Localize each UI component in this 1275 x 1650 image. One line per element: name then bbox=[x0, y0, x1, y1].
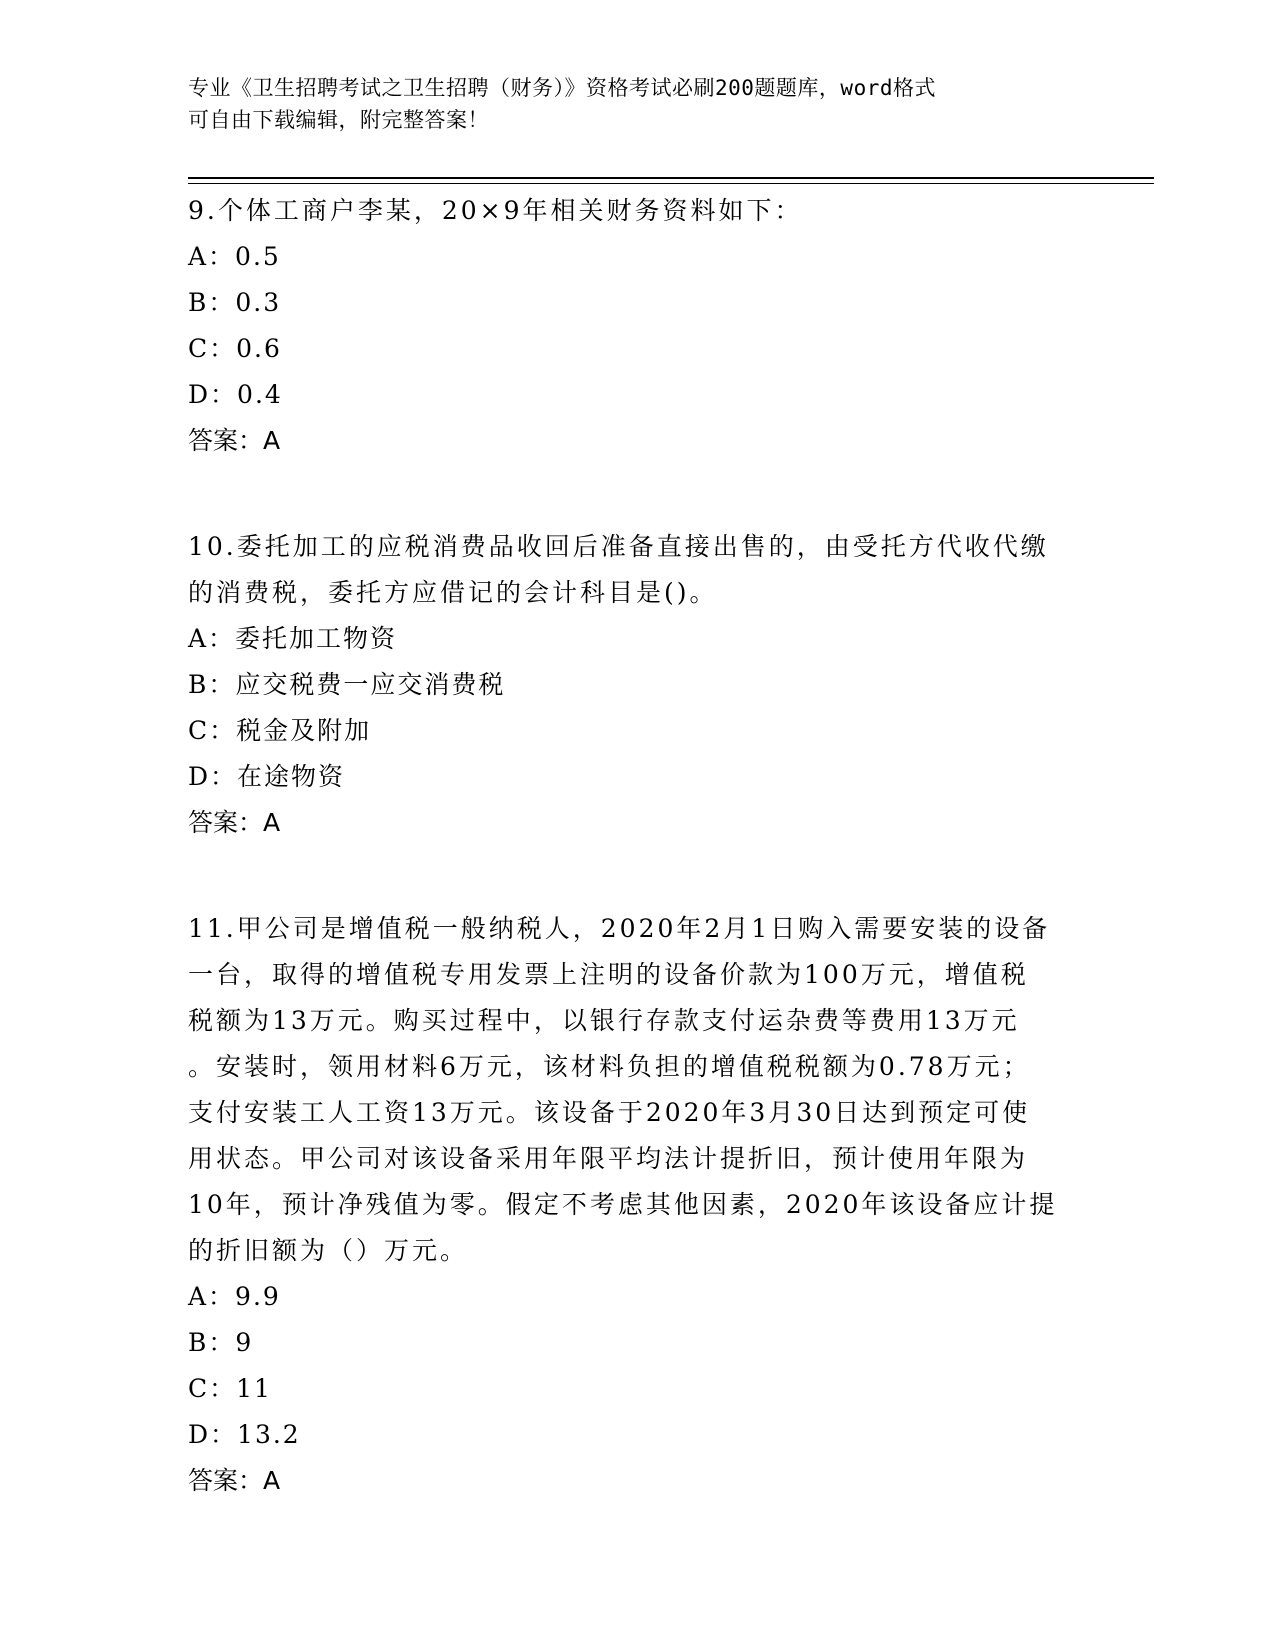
question-stem-line: 10年，预计净残值为零。假定不考虑其他因素，2020年该设备应计提 bbox=[188, 1190, 1058, 1219]
header-divider-thin bbox=[188, 183, 1154, 184]
option-a: A：委托加工物资 bbox=[188, 624, 398, 653]
option-c: C：税金及附加 bbox=[188, 716, 372, 745]
question-11 bbox=[188, 906, 1088, 1504]
answer-label: 答案：A bbox=[188, 808, 281, 837]
question-stem-line: 支付安装工人工资13万元。该设备于2020年3月30日达到预定可使 bbox=[188, 1098, 1031, 1127]
answer-label: 答案：A bbox=[188, 426, 281, 455]
document-header bbox=[188, 72, 1088, 136]
question-stem-line: 一台，取得的增值税专用发票上注明的设备价款为100万元，增值税 bbox=[188, 960, 1029, 989]
question-stem-line: 的消费税，委托方应借记的会计科目是()。 bbox=[188, 578, 718, 607]
question-list bbox=[188, 188, 1088, 1564]
question-stem-line: 10.委托加工的应税消费品收回后准备直接出售的，由受托方代收代缴 bbox=[188, 532, 1049, 561]
question-stem-line: 用状态。甲公司对该设备采用年限平均法计提折旧，预计使用年限为 bbox=[188, 1144, 1029, 1173]
question-stem-line: 。安装时，领用材料6万元，该材料负担的增值税税额为0.78万元； bbox=[188, 1052, 1031, 1081]
question-stem-line: 9.个体工商户李某，20×9年相关财务资料如下： bbox=[188, 196, 803, 225]
answer-label: 答案：A bbox=[188, 1466, 281, 1495]
option-d: D：0.4 bbox=[188, 380, 283, 409]
option-c: C：0.6 bbox=[188, 334, 282, 363]
option-c: C：11 bbox=[188, 1374, 272, 1403]
header-line-1: 专业《卫生招聘考试之卫生招聘（财务）》资格考试必刷200题题库，word格式 bbox=[188, 76, 936, 100]
option-b: B：0.3 bbox=[188, 288, 282, 317]
question-10 bbox=[188, 524, 1088, 846]
option-b: B：9 bbox=[188, 1328, 254, 1357]
header-divider-thick bbox=[188, 177, 1154, 179]
option-a: A：9.9 bbox=[188, 1282, 281, 1311]
question-stem-line: 的折旧额为（）万元。 bbox=[188, 1236, 469, 1265]
option-a: A：0.5 bbox=[188, 242, 281, 271]
question-9 bbox=[188, 188, 1088, 464]
question-stem-line: 11.甲公司是增值税一般纳税人，2020年2月1日购入需要安装的设备 bbox=[188, 914, 1051, 943]
option-b: B：应交税费一应交消费税 bbox=[188, 670, 506, 699]
header-line-2: 可自由下载编辑，附完整答案！ bbox=[188, 108, 489, 132]
option-d: D：在途物资 bbox=[188, 762, 346, 791]
option-d: D：13.2 bbox=[188, 1420, 301, 1449]
question-stem-line: 税额为13万元。购买过程中，以银行存款支付运杂费等费用13万元 bbox=[188, 1006, 1020, 1035]
